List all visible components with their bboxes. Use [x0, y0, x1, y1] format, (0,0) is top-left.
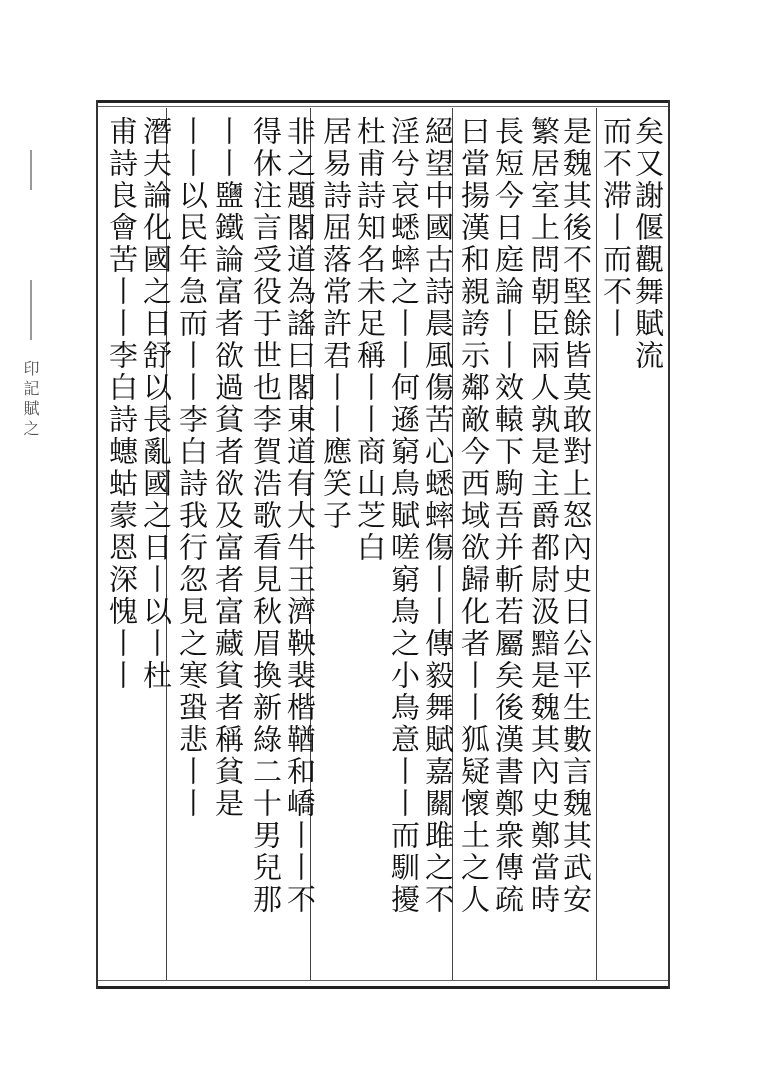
text-column-8: 淫兮哀蟋蟀之丨丨何遜窮鳥賦嗟窮鳥之小鳥意丨丨而馴擾 [387, 116, 421, 916]
margin-label: 印記賦之 [21, 360, 40, 440]
edge-mark-middle [30, 280, 32, 340]
top-border-rule [98, 100, 670, 103]
text-column-11: 非之題閣道為謠曰閣東道有大牛王濟鞅裴楷鞧和嶠丨丨不 [283, 116, 317, 916]
text-column-5: 長短今日庭論丨丨效轅下駒吾并斬若屬矣後漢書鄭衆傳疏 [491, 116, 525, 916]
text-column-15: 潛夫論化國之日舒以長亂國之日丨以丨杜 [139, 116, 173, 692]
text-column-7: 絕望中國古詩晨風傷苦心蟋蟀傷丨丨傳毅舞賦嘉關雎之不 [421, 116, 455, 916]
text-column-16: 甫詩良會苦丨丨李白詩蟪蛄蒙恩深愧丨丨 [105, 116, 139, 692]
text-column-13: 丨丨鹽鐵論富者欲過貧者欲及富者富藏貧者稱貧是 [211, 116, 245, 820]
bottom-border-rule-thin [98, 980, 670, 981]
text-column-4: 繁居室上問朝臣兩人孰是主爵都尉汲黯是魏其內史鄭當時 [527, 116, 561, 916]
text-column-1: 矣又謝偃觀舞賦流 [631, 116, 665, 372]
edge-mark-top [30, 150, 32, 190]
text-column-14: 丨丨以民年急而丨丨李白詩我行忽見之寒蛩悲丨丨 [175, 116, 209, 820]
right-border [668, 100, 670, 989]
top-border-rule-thin [98, 106, 670, 107]
left-border [96, 100, 98, 989]
bottom-border-rule [98, 986, 670, 989]
text-column-3: 是魏其後不堅餘皆莫敢對上怒內史日公平生數言魏其武安 [559, 116, 593, 916]
text-column-12: 得休注言受役于世也李賀浩歌看見秋眉換新綠二十男兒那 [249, 116, 283, 916]
text-column-9: 杜甫詩知名未足稱丨丨商山芝白 [353, 116, 387, 564]
text-column-6: 曰當揚漢和親誇示鄰敵今西域欲歸化者丨丨狐疑懷土之人 [457, 116, 491, 916]
text-column-10: 居易詩屈落常許君丨丨應笑子 [319, 116, 353, 532]
text-column-2: 而不滞丨而不丨 [599, 116, 633, 340]
